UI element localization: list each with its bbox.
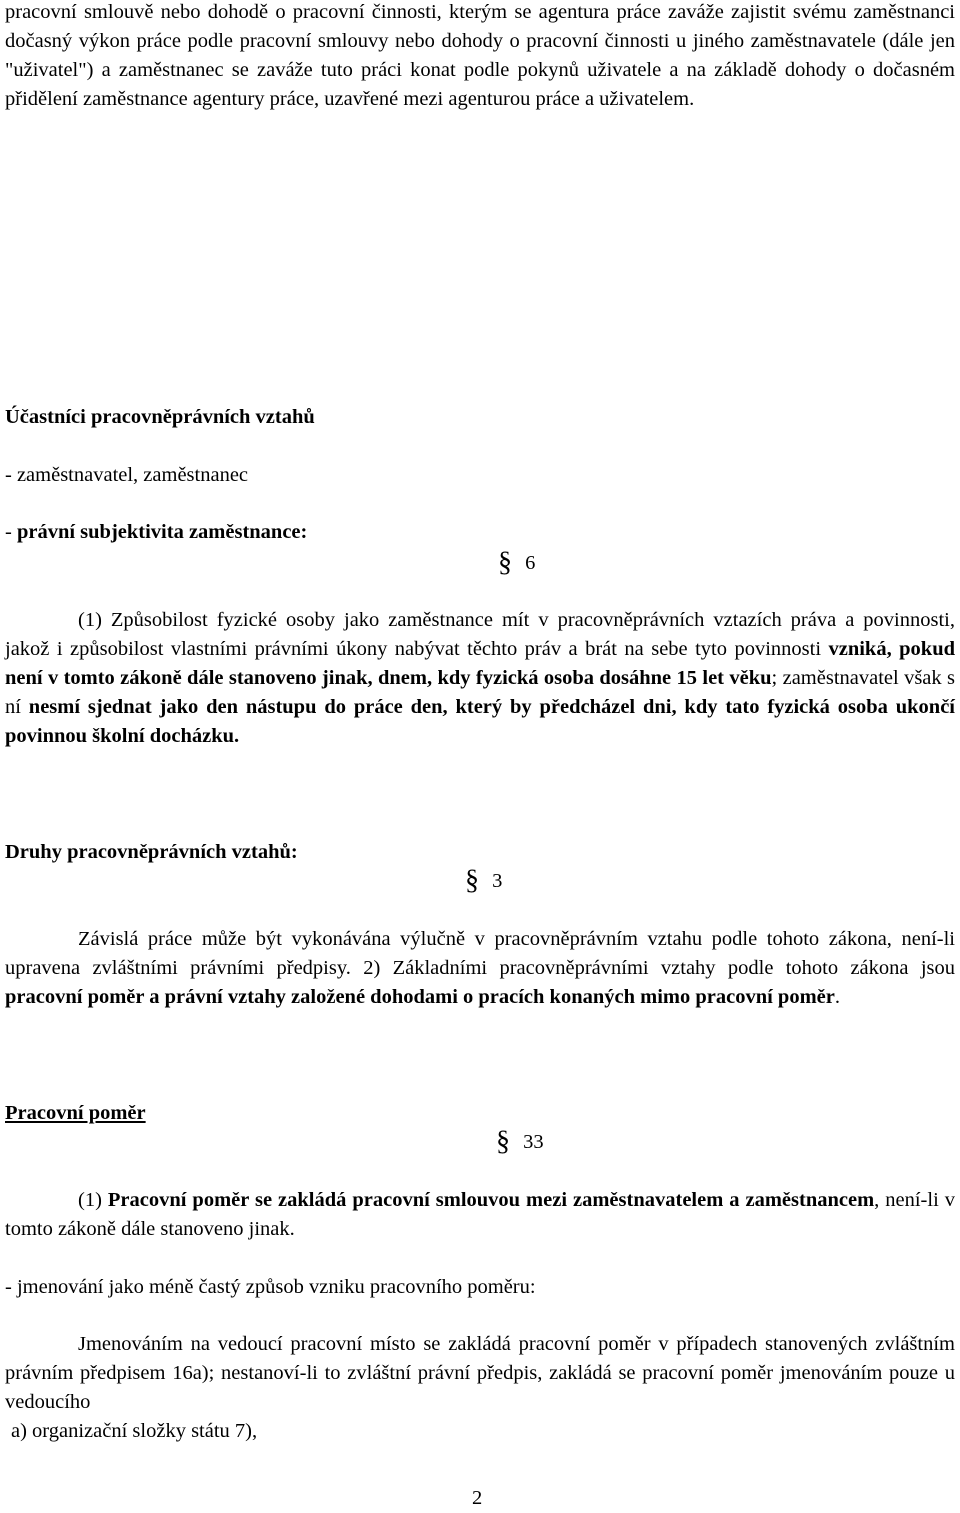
section-symbol: §	[496, 1126, 510, 1157]
section-symbol: §	[498, 547, 512, 578]
list-item-a: a) organizační složky státu 7),	[11, 1420, 258, 1442]
section-number: 33	[523, 1131, 544, 1153]
section-number: 3	[492, 870, 503, 892]
list-item-legal-subjectivity	[5, 518, 307, 547]
heading-participants: Účastníci pracovněprávních vztahů	[5, 406, 315, 428]
list-item-employer-employee: - zaměstnavatel, zaměstnanec	[5, 464, 249, 486]
paragraph-section-3: Závislá práce může být vykonávána výlučně v pracovněprávním vztahu podle tohoto zákona, není-li upravena zvláštními právními předpisy. 2) Základními pracovněprávními vztahy podle tohoto zákona jsou pracovní poměr a právní vztahy založené dohodami o pracích konaných mimo pracovní poměr.	[5, 928, 955, 1008]
list-item-appointment: - jmenování jako méně častý způsob vzniku pracovního poměru:	[5, 1276, 536, 1298]
page-number: 2	[472, 1487, 483, 1509]
section-marker-33	[496, 1127, 544, 1157]
section-marker-3	[465, 866, 502, 896]
intro-paragraph: pracovní smlouvě nebo dohodě o pracovní činnosti, kterým se agentura práce zaváže zajistit svému zaměstnanci dočasný výkon práce podle pracovní smlouvy nebo dohody o pracovní činnosti u jiného zaměstnavatele (dále jen "uživatel") a zaměstnanec se zaváže tuto práci konat podle pokynů uživatele a na základě dohody o dočasném přidělení zaměstnance agentury práce, uzavřené mezi agenturou práce a uživatelem.	[5, 1, 955, 110]
section-number: 6	[525, 552, 536, 574]
paragraph-section-33: (1) Pracovní poměr se zakládá pracovní smlouvou mezi zaměstnavatelem a zaměstnancem, není-li v tomto zákoně dále stanoveno jinak.	[5, 1189, 956, 1240]
legal-subjectivity-text: - právní subjektivita zaměstnance:	[5, 521, 308, 543]
heading-types-of-relations: Druhy pracovněprávních vztahů:	[5, 841, 298, 863]
paragraph-section-6: (1) Způsobilost fyzické osoby jako zaměstnance mít v pracovněprávních vztazích práva a povinnosti, jakož i způsobilost vlastními právními úkony nabývat těchto práv a brát na sebe tyto povinnosti vzniká, pokud není v tomto zákoně dále stanoveno jinak, dnem, kdy fyzická osoba dosáhne 15 let věku; zaměstnavatel však s ní nesmí sjednat jako den nástupu do práce den, který by předcházel dni, kdy tato fyzická osoba ukončí povinnou školní docházku.	[5, 609, 956, 747]
section-symbol: §	[465, 865, 479, 896]
section-marker-6	[498, 548, 535, 578]
paragraph-appointment: Jmenováním na vedoucí pracovní místo se zakládá pracovní poměr v případech stanovených zvláštním právním předpisem 16a); nestanoví-li to zvláštní právní předpis, zakládá se pracovní poměr jmenováním pouze u vedoucího	[5, 1333, 955, 1413]
heading-employment: Pracovní poměr	[5, 1102, 146, 1124]
